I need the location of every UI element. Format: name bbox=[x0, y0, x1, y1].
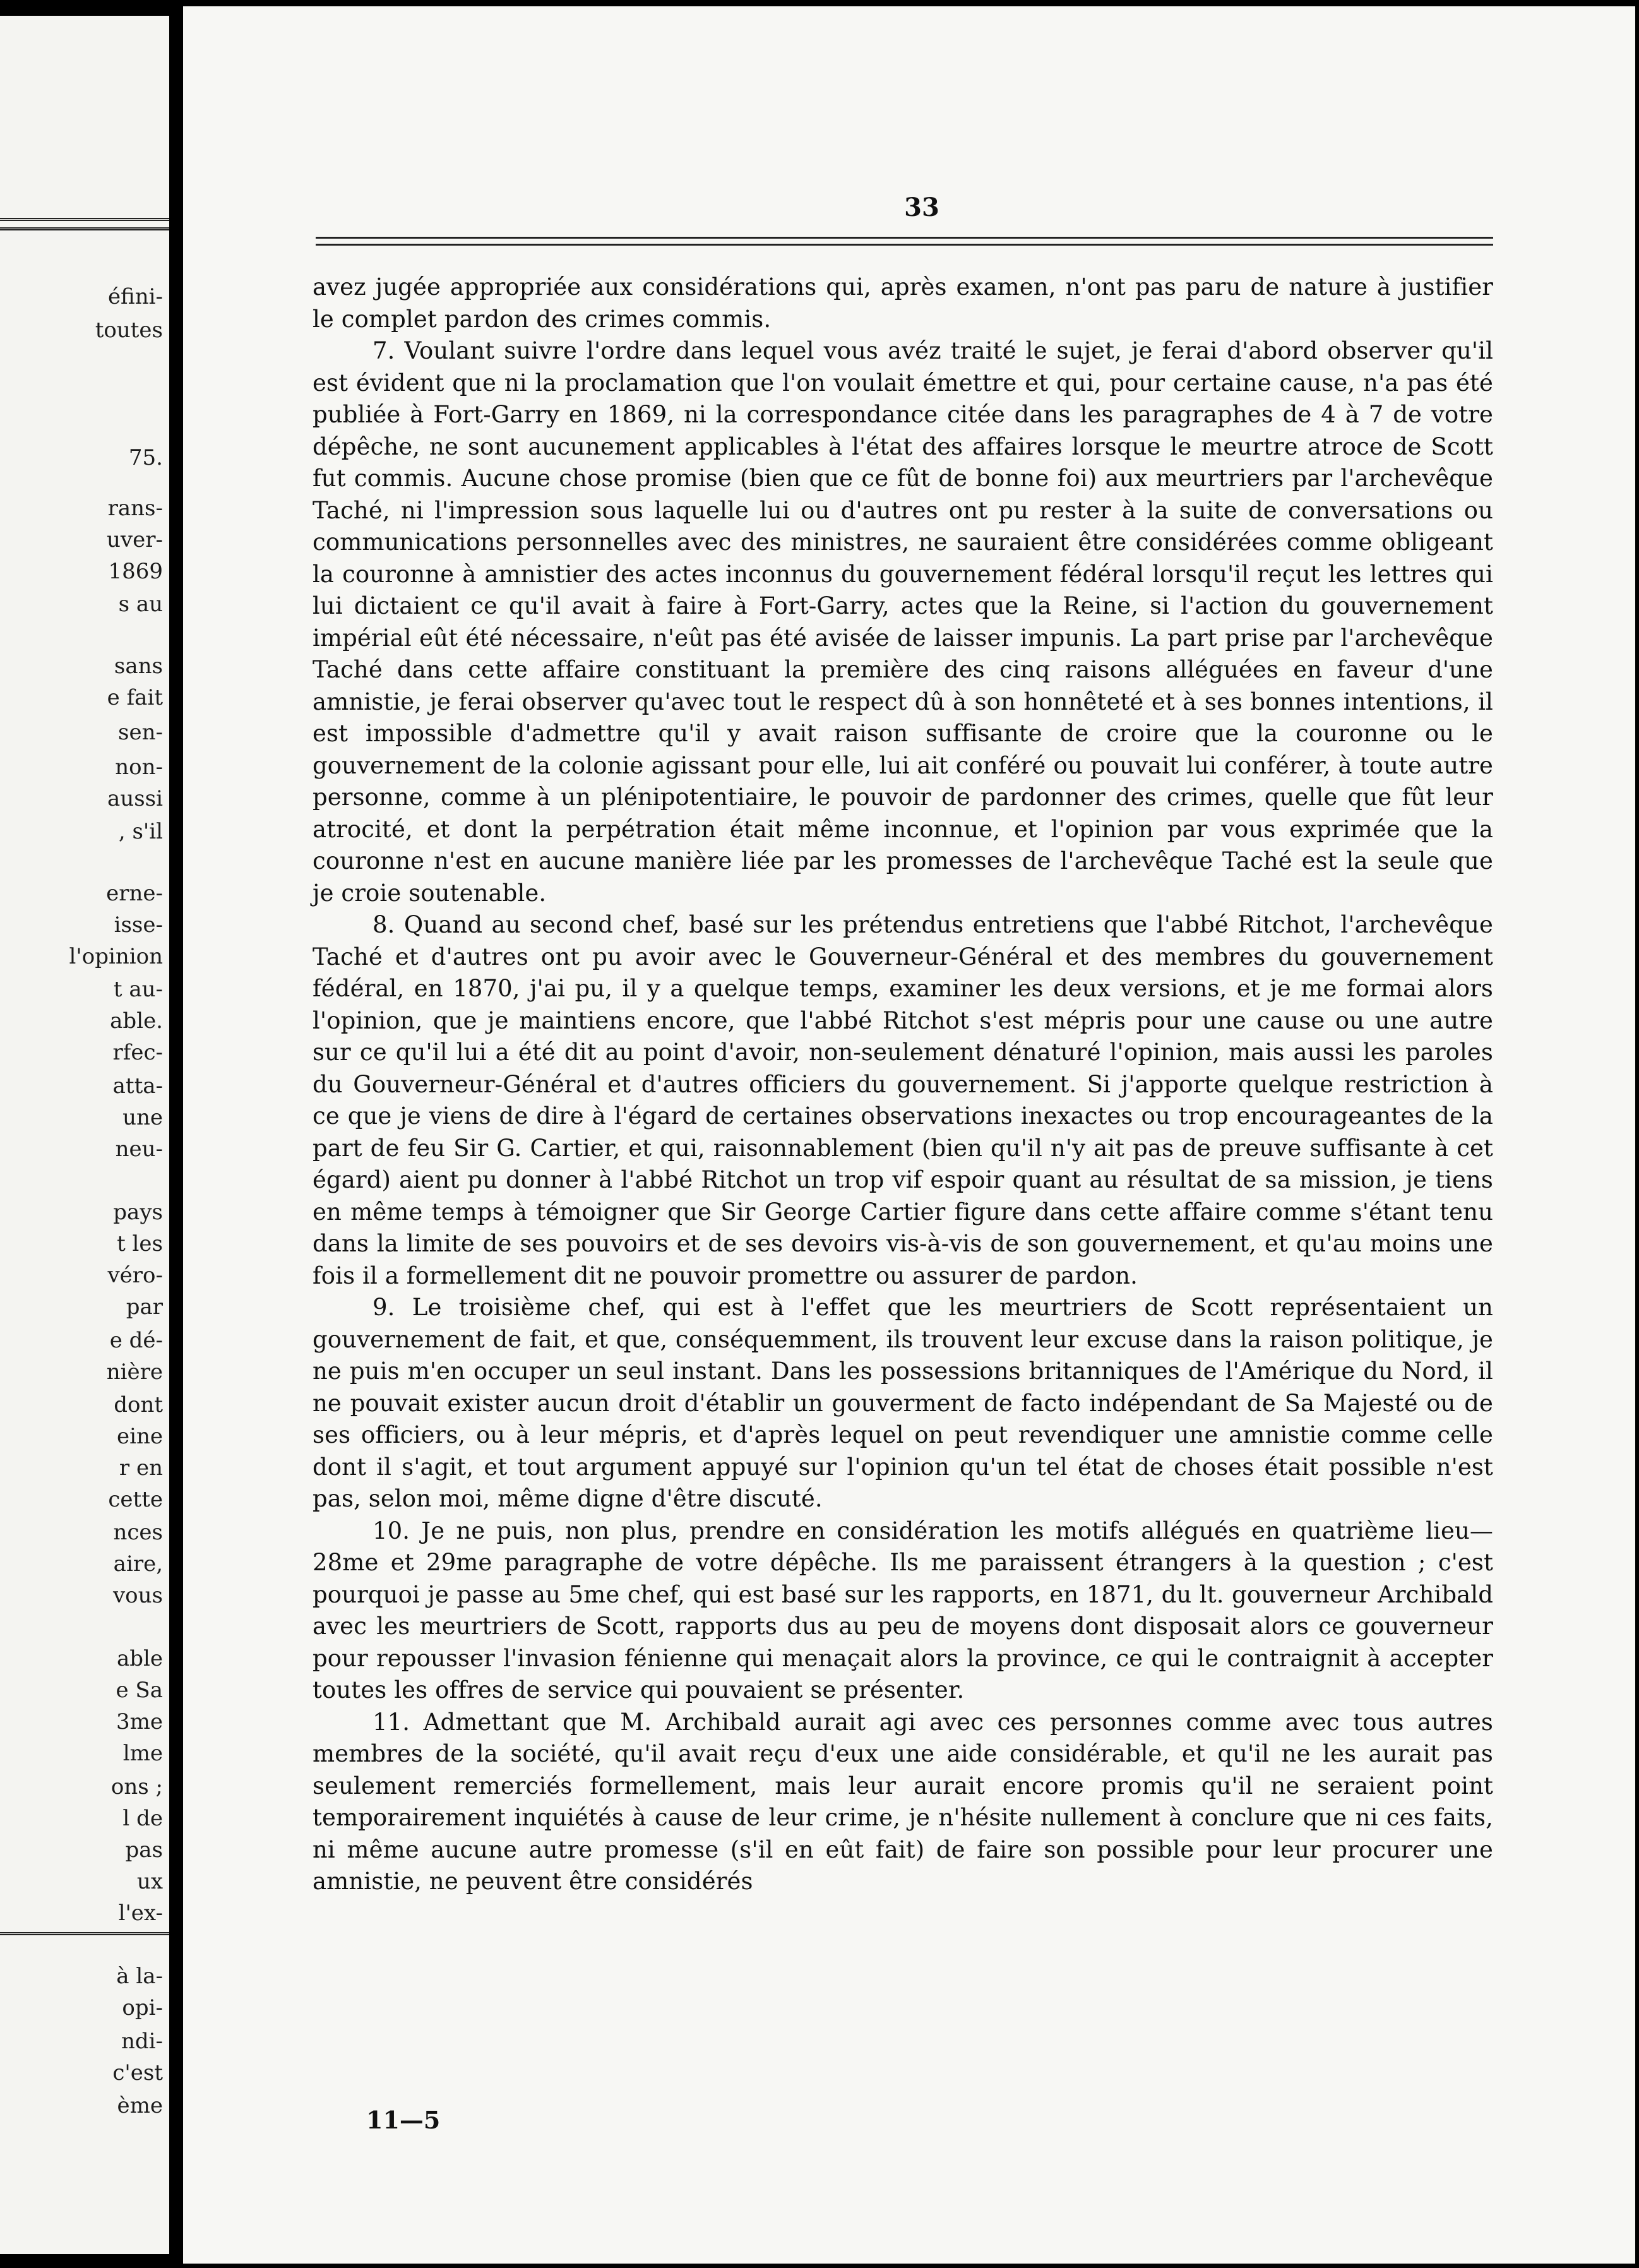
left-page-rule bbox=[0, 227, 169, 230]
left-page-rule bbox=[0, 218, 169, 221]
left-page-text-fragment: 3me bbox=[116, 1709, 163, 1734]
left-page-text-fragment: t au- bbox=[113, 977, 163, 1002]
left-page-text-fragment: c'est bbox=[112, 2060, 163, 2086]
header-rule bbox=[316, 237, 1493, 246]
left-page-text-fragment: nces bbox=[113, 1520, 163, 1545]
left-page-rule bbox=[0, 1932, 169, 1935]
left-page-text-fragment: ux bbox=[136, 1869, 163, 1894]
paragraph-11: 11. Admettant que M. Archibald aurait agi avec ces personnes comme avec tous autres membres de la société, qu'il avait reçu d'eux une aide considérable, et qu'il ne les aurait pas seulement remerciés formellement, mais leur aurait encore promis qu'il ne seraient point temporairement inquiétés à cause de leur crime, je n'hésite nullement à conclure que ni ces faits, ni même aucune autre promesse (s'il en eût fait) de faire son possible pour leur procurer une amnistie, ne peuvent être considérés bbox=[313, 1708, 1493, 1895]
left-page-text-fragment: erne- bbox=[106, 881, 163, 906]
left-page-text-fragment: cette bbox=[108, 1487, 163, 1512]
left-page-text-fragment: véro- bbox=[107, 1263, 163, 1288]
left-page-text-fragment: opi- bbox=[122, 1995, 163, 2020]
left-page-text-fragment: r en bbox=[119, 1455, 163, 1481]
left-page-text-fragment: atta- bbox=[112, 1073, 163, 1099]
left-page-text-fragment: s au bbox=[118, 592, 163, 617]
left-page-text-fragment: l'opinion bbox=[69, 944, 163, 969]
left-page-text-fragment: aire, bbox=[113, 1551, 163, 1577]
paragraph-8: 8. Quand au second chef, basé sur les prétendus entretiens que l'abbé Ritchot, l'archevêque Taché et d'autres ont pu avoir avec le Gouverneur-Général et des membres du gouvernement fédéral, en 1870, j'ai pu, il y a quelque temps, examiner les deux versions, et je me formai alors l'opinion, que je maintiens encore, que l'abbé Ritchot s'est mépris pour une cause ou une autre sur ce qu'il lui a été dit au point d'avoir, non-seulement dénaturé l'opinion, mais aussi les paroles du Gouverneur-Général et d'autres officiers du gouvernement. Si j'apporte quelque restriction à ce que je viens de dire à l'égard de certaines observations inexactes ou trop encourageantes de la part de feu Sir G. Cartier, et qui, raisonnablement (bien qu'il n'y ait pas de preuve suffisante à cet égard) aient pu donner à l'abbé Ritchot un trop vif espoir quant au résultat de sa mission, je tiens en même temps à témoigner que Sir George Cartier figure dans cette affaire comme s'étant tenu dans la limite de ses pouvoirs et de ses devoirs vis-à-vis de son gouvernement, et qu'au moins une fois il a formellement dit ne pouvoir promettre ou assurer de pardon. bbox=[313, 911, 1493, 1289]
left-page-text-fragment: ème bbox=[117, 2093, 163, 2118]
left-page-text-fragment: nière bbox=[106, 1359, 163, 1385]
left-page-text-fragment: pays bbox=[113, 1200, 163, 1225]
left-page-text-fragment: ndi- bbox=[121, 2029, 163, 2054]
paragraph-10: 10. Je ne puis, non plus, prendre en considération les motifs allégués en quatrième lieu—28me et 29me paragraphe de votre dépêche. Ils me paraissent étrangers à la question ; c'est pourquoi je passe au 5me chef, qui est basé sur les rapports, en 1871, du lt. gouverneur Archibald avec les meurtriers de Scott, rapports dus au peu de moyens dont disposait alors ce gouverneur pour repousser l'invasion fénienne qui menaçait alors la province, ce qui le contraignit à accepter toutes les offres de service qui pouvaient se présenter. bbox=[313, 1517, 1493, 1704]
left-page-text-fragment: une bbox=[122, 1105, 163, 1130]
left-page-text-fragment: non- bbox=[115, 755, 163, 780]
left-page-text-fragment: e dé- bbox=[109, 1328, 163, 1353]
left-page-text-fragment: uver- bbox=[107, 527, 163, 552]
page-number: 33 bbox=[904, 193, 939, 222]
left-page-text-fragment: eine bbox=[116, 1424, 163, 1449]
left-page-text-fragment: à la- bbox=[116, 1964, 163, 1989]
left-page-text-fragment: sans bbox=[114, 654, 163, 679]
left-page-fragment bbox=[0, 16, 169, 2254]
left-page-text-fragment: e Sa bbox=[116, 1678, 163, 1703]
left-page-text-fragment: 1869 bbox=[108, 559, 163, 584]
left-page-text-fragment: toutes bbox=[95, 318, 163, 343]
left-page-text-fragment: 75. bbox=[128, 445, 163, 470]
left-page-text-fragment: , s'il bbox=[118, 819, 163, 844]
left-page-text-fragment: éfini- bbox=[107, 284, 163, 309]
left-page-text-fragment: pas bbox=[125, 1837, 163, 1863]
left-page-text-fragment: l de bbox=[122, 1806, 163, 1831]
left-page-text-fragment: t les bbox=[117, 1231, 163, 1256]
left-page-text-fragment: able bbox=[116, 1646, 163, 1671]
body-text bbox=[313, 272, 1493, 1898]
left-page-text-fragment: dont bbox=[114, 1392, 163, 1418]
signature-mark: 11—5 bbox=[366, 2106, 441, 2134]
paragraph-7: 7. Voulant suivre l'ordre dans lequel vous avéz traité le sujet, je ferai d'abord observer qu'il est évident que ni la proclamation que l'on voulait émettre et qui, pour certaine cause, n'a pas été publiée à Fort-Garry en 1869, ni la correspondance citée dans les paragraphes de 4 à 7 de votre dépêche, ne sont aucunement applicables à l'état des affaires lorsque le meurtre atroce de Scott fut commis. Aucune chose promise (bien que ce fût de bonne foi) aux meurtriers par l'archevêque Taché, ni l'impression sous laquelle lui ou d'autres ont pu rester à la suite de conversations ou communications personnelles avec des ministres, ne sauraient être considérées comme obligeant la couronne à amnistier des actes inconnus du gouvernement fédéral lorsqu'il reçut les lettres qui lui dictaient ce qu'il avait à faire à Fort-Garry, actes que la Reine, si l'action du gouvernement impérial eût été nécessaire, n'eût pas été avisée de laisser impunis. La part prise par l'archevêque Taché dans cette affaire constituant la première des cinq raisons alléguées en faveur d'une amnistie, je ferai observer qu'avec tout le respect dû à son honnêteté et à ses bonnes intentions, il est impossible d'admettre qu'il y avait raison suffisante de croire que la couronne ou le gouvernement de la colonie agissant pour elle, lui ait conféré ou pouvait lui conférer, à toute autre personne, comme à un plénipotentiaire, le pouvoir de pardonner des crimes, quelle que fût leur atrocité, et dont la perpétration était même inconnue, et l'opinion par vous exprimée que la couronne n'est en aucune manière liée par les promesses de l'archevêque Taché est la seule que je croie soutenable. bbox=[313, 337, 1493, 907]
left-page-text-fragment: rfec- bbox=[112, 1040, 163, 1065]
left-page-text-fragment: ons ; bbox=[110, 1774, 163, 1799]
left-page-text-fragment: l'ex- bbox=[118, 1901, 163, 1926]
left-page-text-fragment: vous bbox=[112, 1583, 163, 1608]
left-page-text-fragment: e fait bbox=[107, 685, 163, 710]
document-page bbox=[183, 6, 1635, 2264]
left-page-text-fragment: lme bbox=[122, 1741, 163, 1766]
left-page-text-fragment: neu- bbox=[115, 1137, 163, 1162]
paragraph-continuation: avez jugée appropriée aux considérations qui, après examen, n'ont pas paru de nature à justifier le complet pardon des crimes commis. bbox=[313, 273, 1493, 333]
left-page-text-fragment: able. bbox=[110, 1008, 163, 1034]
paragraph-9: 9. Le troisième chef, qui est à l'effet que les meurtriers de Scott représentaient un gouvernement de fait, et que, conséquemment, ils trouvent leur excuse dans la raison politique, je ne puis m'en occuper un seul instant. Dans les possessions britanniques de l'Amérique du Nord, il ne pouvait exister aucun droit d'établir un gouverment de facto indépendant de Sa Majesté ou de ses officiers, ou à leur mépris, et d'après lequel on peut revendiquer une amnistie comme celle dont il s'agit, et tout argument appuyé sur l'opinion qu'un tel état de choses était possible n'est pas, selon moi, même digne d'être discuté. bbox=[313, 1294, 1493, 1512]
left-page-text-fragment: isse- bbox=[114, 912, 163, 938]
left-page-text-fragment: par bbox=[126, 1294, 163, 1320]
left-page-text-fragment: rans- bbox=[107, 496, 163, 521]
left-page-text-fragment: aussi bbox=[107, 786, 163, 811]
left-page-text-fragment: sen- bbox=[118, 720, 163, 745]
